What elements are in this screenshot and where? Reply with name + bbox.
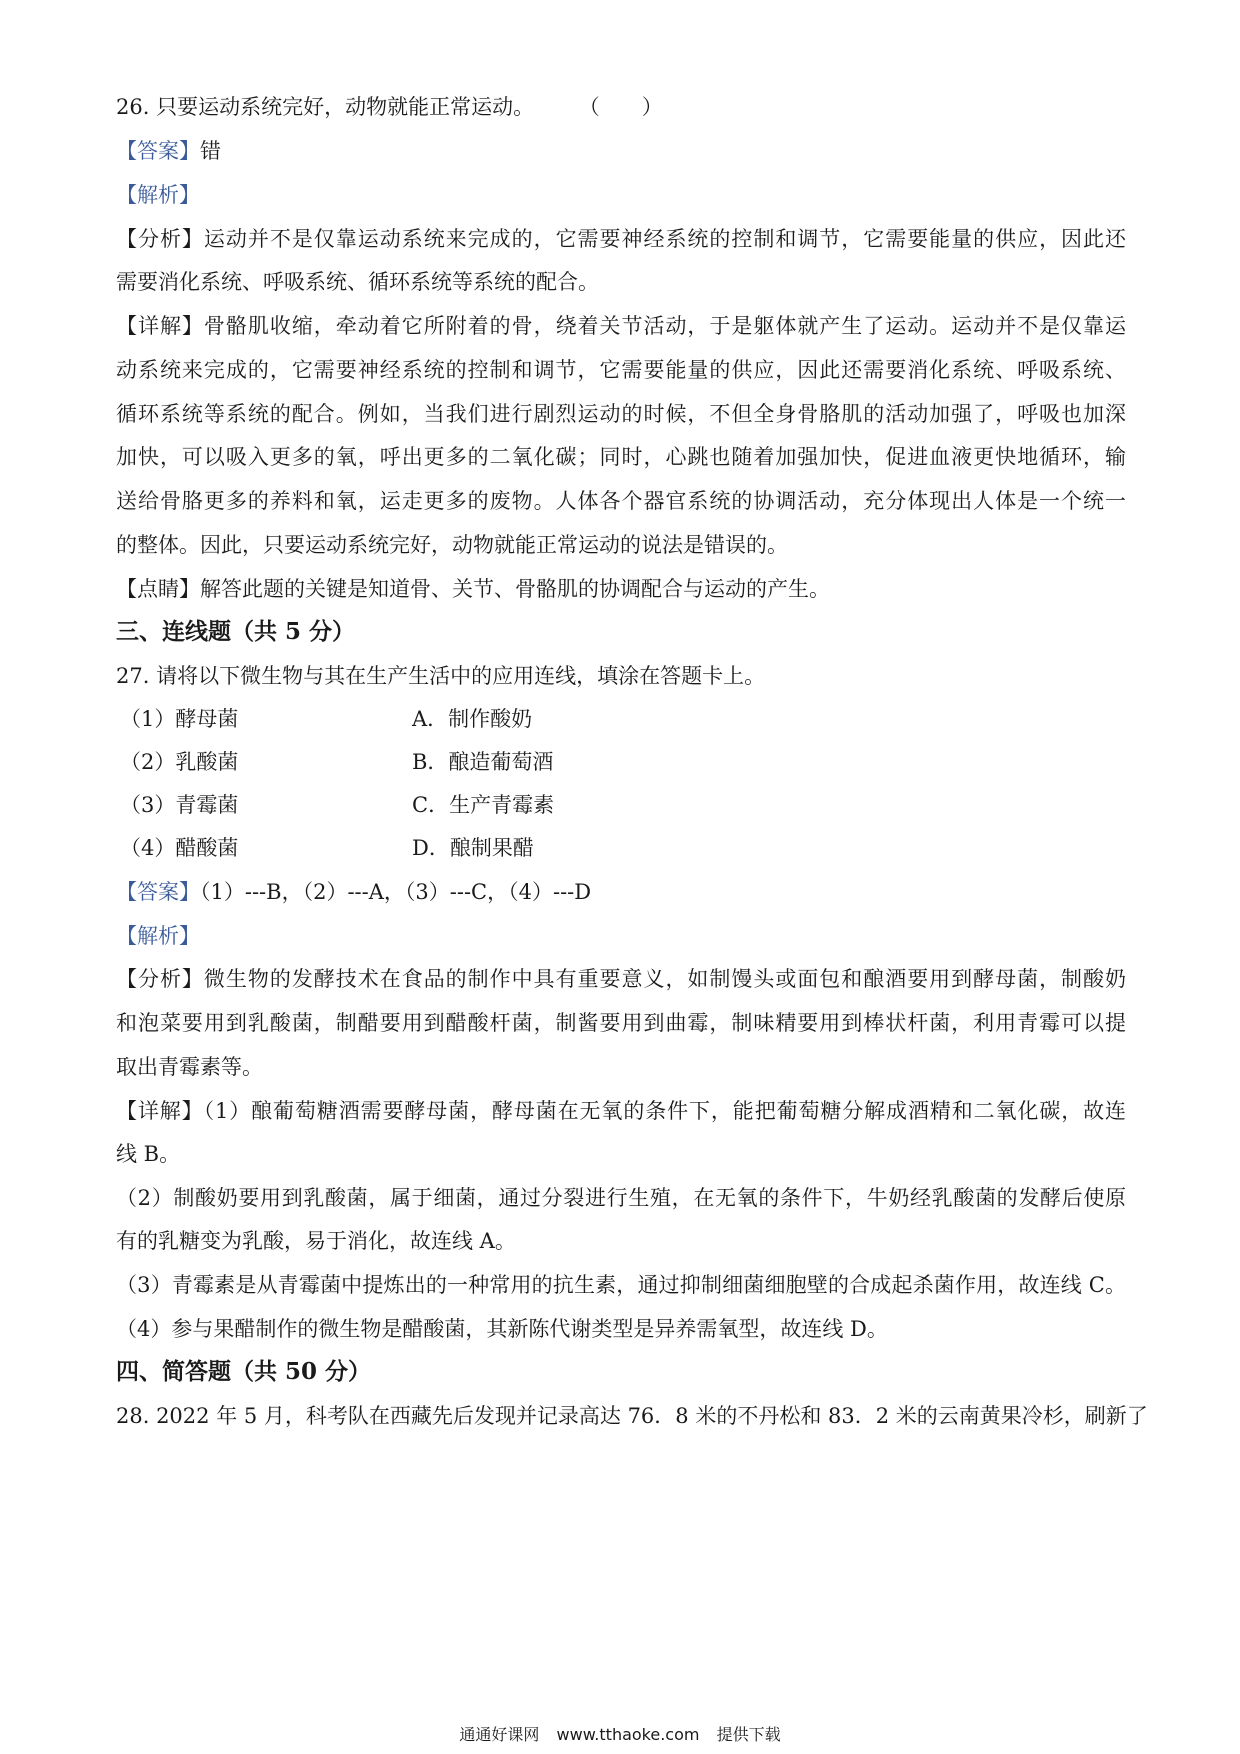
q26-dianjing-text: 解答此题的关键是知道骨、关节、骨骼肌的协调配合与运动的产生。 — [200, 577, 830, 601]
dianjing-tag: 【点睛】 — [116, 577, 200, 601]
q27-fenxi-line-3: 取出青霉素等。 — [116, 1055, 263, 1079]
q27-right-item-b: B．酿造葡萄酒 — [412, 750, 554, 774]
q27-xiangjie-item-3: （3）青霉素是从青霉菌中提炼出的一种常用的抗生素，通过抑制细菌细胞壁的合成起杀菌作用，故连线 C。 — [116, 1273, 1126, 1297]
q26-fenxi-text-1: 运动并不是仅靠运动系统来完成的，它需要神经系统的控制和调节，它需要能量的供应，因此还 — [203, 227, 1127, 251]
q26-xiangjie-line-3: 循环系统等系统的配合。例如，当我们进行剧烈运动的时候，不但全身骨胳肌的活动加强了，呼吸也加深 — [116, 402, 1126, 426]
q26-xiangjie-line-6: 的整体。因此，只要运动系统完好，动物就能正常运动的说法是错误的。 — [116, 533, 788, 557]
q27-question: 27. 请将以下微生物与其在生产生活中的应用连线，填涂在答题卡上。 — [116, 664, 766, 688]
footer-site-name: 通通好课网 — [459, 1725, 540, 1744]
q26-answer-line — [116, 136, 1126, 166]
section-3-heading: 三、连线题（共 5 分） — [116, 618, 356, 645]
footer-url: www.tthaoke.com — [556, 1725, 700, 1744]
q26-blank: （ ） — [578, 95, 663, 119]
q27-analysis-tag: 【解析】 — [116, 924, 200, 948]
q27-fenxi-line-2: 和泡菜要用到乳酸菌，制醋要用到醋酸杆菌，制酱要用到曲霉，制味精要用到棒状杆菌，利用青霉可以提 — [116, 1011, 1126, 1035]
q27-fenxi-text-1: 微生物的发酵技术在食品的制作中具有重要意义，如制馒头或面包和酿酒要用到酵母菌，制酸奶 — [203, 967, 1127, 991]
xiangjie-tag: 【详解】 — [116, 314, 204, 338]
xiangjie-tag: 【详解】 — [116, 1099, 204, 1123]
answer-tag: 【答案】 — [116, 880, 200, 904]
q26-xiangjie-line-5: 送给骨胳更多的养料和氧，运走更多的废物。人体各个器官系统的协调活动，充分体现出人体是一个统一 — [116, 489, 1126, 513]
fenxi-tag: 【分析】 — [116, 967, 204, 991]
q26-question: 26. 只要运动系统完好，动物就能正常运动。 — [116, 95, 535, 119]
q27-right-item-a: A．制作酸奶 — [412, 707, 533, 731]
q27-xiangjie-text-1: （1）酿葡萄糖酒需要酵母菌，酵母菌在无氧的条件下，能把葡萄糖分解成酒精和二氧化碳，故连 — [203, 1099, 1126, 1123]
q26-xiangjie-line-1 — [116, 311, 1126, 341]
q27-xiangjie-item-4: （4）参与果醋制作的微生物是醋酸菌，其新陈代谢类型是异养需氧型，故连线 D。 — [116, 1317, 888, 1341]
q26-xiangjie-text-1: 骨骼肌收缩，牵动着它所附着的骨，绕着关节活动，于是躯体就产生了运动。运动并不是仅靠运 — [203, 314, 1127, 338]
q27-xiangjie-line-1 — [116, 1096, 1126, 1126]
q28-line-1: 28. 2022 年 5 月，科考队在西藏先后发现并记录高达 76．8 米的不丹松和 83．2 米的云南黄果冷杉，刷新了 — [116, 1404, 1148, 1428]
q27-left-item-2: （2）乳酸菌 — [120, 750, 239, 774]
q27-answer: （1）---B，（2）---A，（3）---C，（4）---D — [200, 880, 592, 904]
q26-question-line — [116, 92, 1126, 122]
q27-answer-line — [116, 877, 1126, 907]
q27-xiangjie-line-2: 线 B。 — [116, 1142, 181, 1166]
q26-dianjing-line — [116, 574, 1126, 604]
q27-fenxi-line-1 — [116, 964, 1126, 994]
fenxi-tag: 【分析】 — [116, 227, 204, 251]
q27-right-item-c: C．生产青霉素 — [412, 793, 555, 817]
q27-xiangjie-item-2-line-1: （2）制酸奶要用到乳酸菌，属于细菌，通过分裂进行生殖，在无氧的条件下，牛奶经乳酸菌的发酵后使原 — [116, 1186, 1126, 1210]
q26-answer: 错 — [200, 139, 221, 163]
q27-left-item-4: （4）醋酸菌 — [120, 836, 239, 860]
q27-left-item-3: （3）青霉菌 — [120, 793, 239, 817]
q26-xiangjie-line-4: 加快，可以吸入更多的氧，呼出更多的二氧化碳；同时，心跳也随着加强加快，促进血液更快地循环，输 — [116, 445, 1126, 469]
q27-xiangjie-item-2-line-2: 有的乳糖变为乳酸，易于消化，故连线 A。 — [116, 1229, 516, 1253]
page-footer — [0, 1722, 1240, 1745]
q27-left-item-1: （1）酵母菌 — [120, 707, 239, 731]
q26-fenxi-line-1 — [116, 224, 1126, 254]
section-4-heading: 四、简答题（共 50 分） — [116, 1358, 372, 1385]
answer-tag: 【答案】 — [116, 139, 200, 163]
q26-fenxi-line-2: 需要消化系统、呼吸系统、循环系统等系统的配合。 — [116, 270, 599, 294]
footer-note: 提供下载 — [716, 1725, 781, 1744]
q26-xiangjie-line-2: 动系统来完成的，它需要神经系统的控制和调节，它需要能量的供应，因此还需要消化系统、呼吸系统、 — [116, 358, 1126, 382]
q27-right-item-d: D．酿制果醋 — [412, 836, 534, 860]
q26-analysis-tag: 【解析】 — [116, 183, 200, 207]
